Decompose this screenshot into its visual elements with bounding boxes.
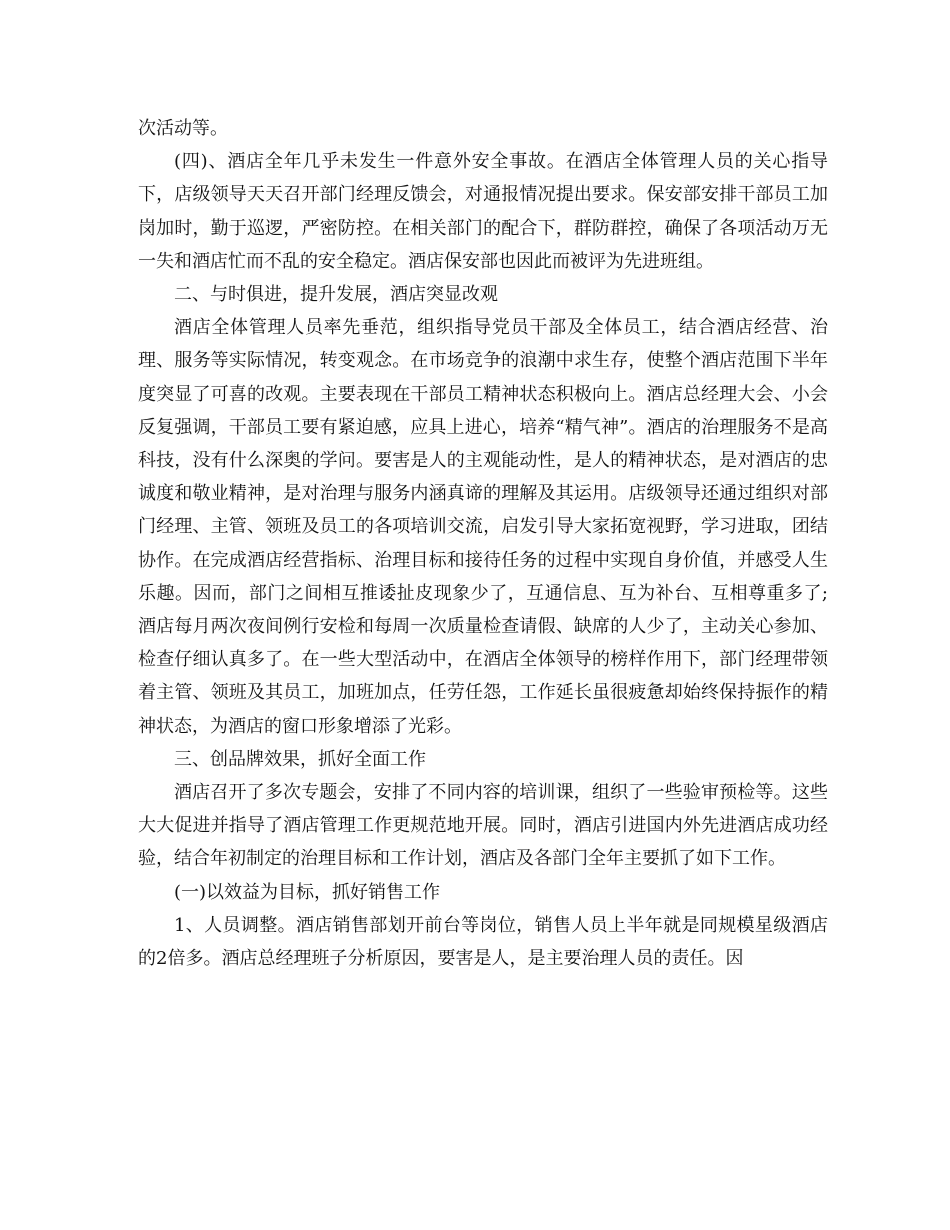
paragraph-safety-record: (四)、酒店全年几乎未发生一件意外安全事故。在酒店全体管理人员的关心指导下，店级领导天天召开部门经理反馈会，对通报情况提出要求。保安部安排干部员工加岗加时，勤于巡逻，严密防控。在相关部门的配合下，群防群控，确保了各项活动万无一失和酒店忙而不乱的安全稳定。酒店保安部也因此而被评为先进班组。 [138,151,828,272]
section-heading-2: 二、与时俱进，提升发展，酒店突显改观 [174,284,498,306]
section-heading-3: 三、创品牌效果，抓好全面工作 [174,748,426,770]
document-body [138,112,828,975]
paragraph-training-meetings: 酒店召开了多次专题会，安排了不同内容的培训课，组织了一些验审预检等。这些大大促进并指导了酒店管理工作更规范地开展。同时，酒店引进国内外先进酒店成功经验，结合年初制定的治理目标和工作计划，酒店及各部门全年主要抓了如下工作。 [138,782,828,870]
paragraph-staff-adjustment: 1、人员调整。酒店销售部划开前台等岗位，销售人员上半年就是同规模星级酒店的2倍多。酒店总经理班子分析原因，要害是人，是主要治理人员的责任。因 [138,914,828,970]
subsection-heading-1: (一)以效益为目标，抓好销售工作 [174,881,441,903]
paragraph-continuation: 次活动等。 [138,118,228,139]
paragraph-management-changes: 酒店全体管理人员率先垂范，组织指导党员干部及全体员工，结合酒店经营、治理、服务等实际情况，转变观念。在市场竞争的浪潮中求生存，使整个酒店范围下半年度突显了可喜的改观。主要表现在干部员工精神状态积极向上。酒店总经理大会、小会反复强调，干部员工要有紧迫感，应具上进心，培养“精气神”。酒店的治理服务不是高科技，没有什么深奥的学问。要害是人的主观能动性，是人的精神状态，是对酒店的忠诚度和敬业精神，是对治理与服务内涵真谛的理解及其运用。店级领导还通过组织对部门经理、主管、领班及员工的各项培训交流，启发引导大家拓宽视野，学习进取，团结协作。在完成酒店经营指标、治理目标和接待任务的过程中实现自身价值，并感受人生乐趣。因而，部门之间相互推诿扯皮现象少了，互通信息、互为补台、互相尊重多了;酒店每月两次夜间例行安检和每周一次质量检查请假、缺席的人少了，主动关心参加、检查仔细认真多了。在一些大型活动中，在酒店全体领导的榜样作用下，部门经理带领着主管、领班及其员工，加班加点，任劳任怨，工作延长虽很疲惫却始终保持振作的精神状态，为酒店的窗口形象增添了光彩。 [138,317,828,737]
